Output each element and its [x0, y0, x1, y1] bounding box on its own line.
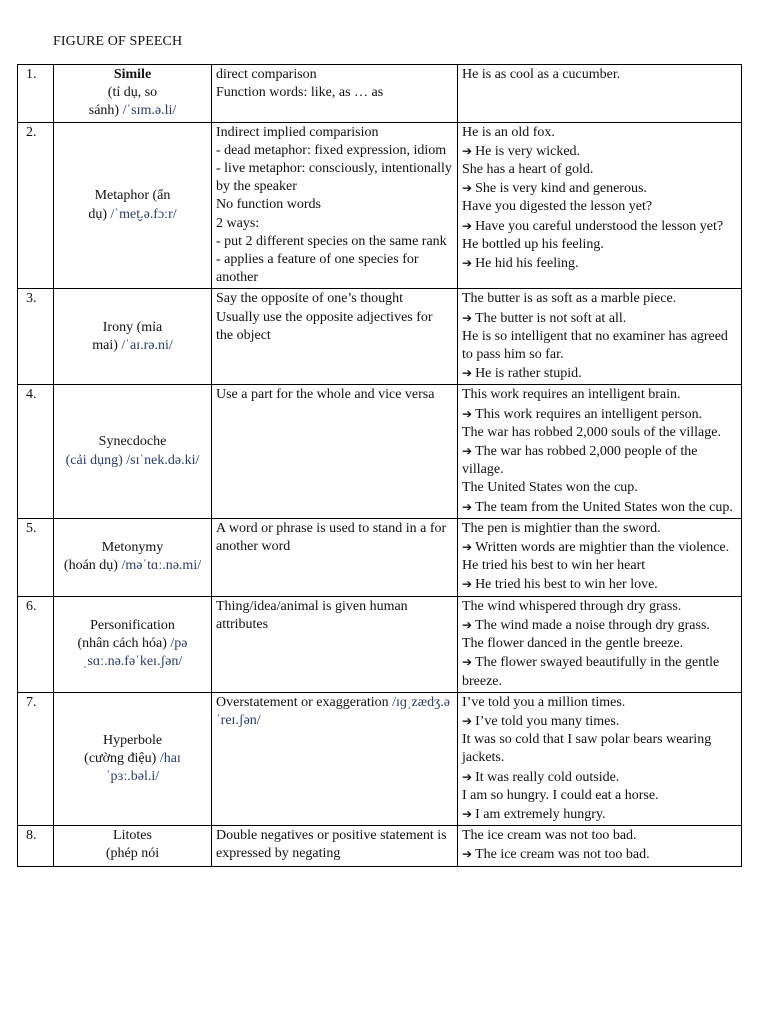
definition-line: Double negatives or positive statement is expressed by negating [216, 828, 447, 862]
example-text: The war has robbed 2,000 souls of the village. [462, 424, 721, 440]
term-line [58, 102, 207, 120]
table-row [18, 65, 742, 123]
definition-line: - dead metaphor: fixed expression, idiom [216, 142, 447, 158]
example-sentence [462, 198, 737, 216]
example-cell [458, 518, 742, 596]
example-text: He is so intelligent that no examiner has agreed to pass him so far. [462, 328, 728, 363]
example-sentence [462, 694, 737, 712]
row-number: 3. [18, 289, 54, 385]
term-text: (tỉ dụ, so [107, 85, 158, 101]
definition-line: - applies a feature of one species for another [216, 252, 419, 286]
definition-cell [212, 518, 458, 596]
example-text: I’ve told you many times. [475, 713, 620, 729]
term-ipa: /pəˌsɑː.nə.fəˈkeɪ.ʃən/ [82, 636, 188, 670]
definition-line: Say the opposite of one’s thought [216, 291, 404, 307]
definition-cell [212, 826, 458, 866]
term-text: sánh) [88, 103, 123, 119]
term-text: (cường điệu) [84, 750, 160, 766]
term-cell [54, 826, 212, 866]
example-text: The pen is mightier than the sword. [462, 520, 661, 536]
definition-line: Indirect implied comparision [216, 124, 379, 140]
example-result [462, 805, 737, 824]
figure-of-speech-table [17, 64, 742, 867]
example-sentence [462, 424, 737, 442]
right-arrow-icon: ➔ [462, 444, 473, 459]
term-text: Synecdoche [98, 434, 167, 450]
example-result [462, 538, 737, 557]
example-cell [458, 122, 742, 289]
term-cell [54, 692, 212, 825]
definition-line: 2 ways: [216, 215, 260, 231]
row-number: 1. [18, 65, 54, 123]
term-text: mai) [92, 337, 122, 353]
example-sentence [462, 328, 737, 364]
example-text: The team from the United States won the cup. [475, 499, 733, 515]
row-number: 5. [18, 518, 54, 596]
example-text: The war has robbed 2,000 people of the village. [462, 444, 698, 478]
example-text: The butter is not soft at all. [475, 310, 627, 326]
definition-line: - live metaphor: consciously, intentionally by the speaker [216, 161, 452, 195]
example-result [462, 179, 737, 198]
definition-line: Usually use the opposite adjectives for the object [216, 309, 433, 343]
example-result [462, 768, 737, 787]
term-ipa: /ˈsɪm.ə.li/ [122, 103, 177, 119]
right-arrow-icon: ➔ [462, 713, 473, 728]
example-text: Have you careful understood the lesson yet? [475, 218, 724, 234]
example-text: He is very wicked. [475, 143, 581, 159]
definition-line: No function words [216, 197, 321, 213]
definition-ipa: /ɪɡˌzædʒ.əˈreɪ.ʃən/ [216, 694, 451, 728]
example-text: Have you digested the lesson yet? [462, 199, 653, 215]
row-number: 8. [18, 826, 54, 866]
example-text: This work requires an intelligent brain. [462, 387, 681, 403]
example-cell [458, 596, 742, 692]
example-text: I’ve told you a million times. [462, 694, 626, 710]
right-arrow-icon: ➔ [462, 806, 473, 821]
term-ipa: /məˈtɑː.nə.mi/ [121, 558, 202, 574]
term-ipa: /ˈaɪ.rə.ni/ [121, 337, 173, 353]
right-arrow-icon: ➔ [462, 655, 473, 670]
term-cell [54, 122, 212, 289]
term-ipa: /haɪˈpɜː.bəl.i/ [105, 750, 181, 785]
example-result [462, 498, 737, 517]
term-text: Personification [90, 617, 175, 633]
example-sentence [462, 520, 737, 538]
table-row [18, 289, 742, 385]
term-text: (phép nói [105, 846, 160, 862]
example-result [462, 217, 737, 236]
example-cell [458, 826, 742, 866]
example-text: He tried his best to win her love. [475, 577, 658, 593]
term-cell [54, 385, 212, 518]
term-text: (hoán dụ) [63, 558, 122, 574]
example-result [462, 309, 737, 328]
table-body [18, 65, 742, 867]
example-sentence [462, 236, 737, 254]
table-row [18, 826, 742, 866]
right-arrow-icon: ➔ [462, 540, 473, 555]
row-number: 7. [18, 692, 54, 825]
example-result [462, 575, 737, 594]
example-cell [458, 385, 742, 518]
example-result [462, 653, 737, 690]
example-text: He tried his best to win her heart [462, 558, 646, 574]
example-result [462, 845, 737, 864]
example-text: The flower danced in the gentle breeze. [462, 636, 684, 652]
definition-cell [212, 385, 458, 518]
right-arrow-icon: ➔ [462, 617, 473, 632]
definition-cell [212, 596, 458, 692]
right-arrow-icon: ➔ [462, 366, 473, 381]
term-ipa: /ˈmet̬.ə.fɔːr/ [110, 206, 177, 222]
right-arrow-icon: ➔ [462, 256, 473, 271]
definition-line: - put 2 different species on the same rank [216, 233, 447, 249]
example-text: I am extremely hungry. [475, 806, 606, 822]
example-result [462, 364, 737, 383]
example-sentence [462, 161, 737, 179]
term-cell [54, 65, 212, 123]
example-text: It was so cold that I saw polar bears wearing jackets. [462, 732, 712, 766]
example-text: The wind whispered through dry grass. [462, 598, 682, 614]
example-result [462, 405, 737, 424]
example-sentence [462, 290, 737, 308]
example-cell [458, 692, 742, 825]
table-row [18, 596, 742, 692]
term-name: Simile [113, 67, 152, 82]
example-text: She is very kind and generous. [475, 181, 647, 197]
example-sentence [462, 557, 737, 575]
definition-cell [212, 289, 458, 385]
right-arrow-icon: ➔ [462, 499, 473, 514]
example-result [462, 254, 737, 273]
example-sentence [462, 731, 737, 767]
example-cell [458, 65, 742, 123]
example-text: The butter is as soft as a marble piece. [462, 291, 677, 307]
example-text: He bottled up his feeling. [462, 236, 604, 252]
example-text: Written words are mightier than the violence. [475, 540, 730, 556]
example-text: This work requires an intelligent person. [475, 406, 703, 422]
row-number: 4. [18, 385, 54, 518]
example-text: I am so hungry. I could eat a horse. [462, 787, 659, 803]
right-arrow-icon: ➔ [462, 769, 473, 784]
term-cell [54, 289, 212, 385]
term-text: Metonymy [101, 540, 164, 556]
term-line [58, 750, 207, 786]
term-text: Irony (mỉa [102, 319, 163, 335]
page-title: FIGURE OF SPEECH [53, 34, 183, 49]
table-row [18, 122, 742, 289]
example-sentence [462, 479, 737, 497]
example-result [462, 142, 737, 161]
example-text: She has a heart of gold. [462, 162, 594, 178]
example-text: The ice cream was not too bad. [462, 828, 637, 844]
definition-cell [212, 122, 458, 289]
term-cell [54, 596, 212, 692]
row-number: 2. [18, 122, 54, 289]
right-arrow-icon: ➔ [462, 406, 473, 421]
term-line [58, 635, 207, 671]
example-text: The wind made a noise through dry grass. [475, 617, 710, 633]
example-text: The ice cream was not too bad. [475, 847, 650, 863]
right-arrow-icon: ➔ [462, 577, 473, 592]
right-arrow-icon: ➔ [462, 310, 473, 325]
term-text: Metaphor (ẩn [94, 188, 171, 204]
term-text: dụ) [88, 206, 111, 222]
term-ipa: (cải dụng) /sɪˈnek.də.ki/ [65, 452, 200, 468]
example-text: He is an old fox. [462, 124, 555, 140]
example-text: He is as cool as a cucumber. [462, 67, 621, 82]
definition-line [216, 694, 453, 730]
example-sentence [462, 386, 737, 404]
term-text: (nhân cách hóa) [77, 636, 171, 652]
example-sentence [462, 598, 737, 616]
example-result [462, 616, 737, 635]
right-arrow-icon: ➔ [462, 847, 473, 862]
definition-cell [212, 692, 458, 825]
right-arrow-icon: ➔ [462, 143, 473, 158]
table-row [18, 518, 742, 596]
example-text: The United States won the cup. [462, 480, 638, 496]
example-sentence [462, 787, 737, 805]
term-cell [54, 518, 212, 596]
row-number: 6. [18, 596, 54, 692]
term-text: Litotes [113, 828, 152, 844]
right-arrow-icon: ➔ [462, 218, 473, 233]
example-cell [458, 289, 742, 385]
example-text: He is rather stupid. [475, 366, 582, 382]
definition-cell [212, 65, 458, 123]
example-sentence [462, 124, 737, 142]
example-result [462, 442, 737, 479]
example-text: He hid his feeling. [475, 256, 579, 272]
table-row [18, 692, 742, 825]
example-sentence [462, 827, 737, 845]
example-text: It was really cold outside. [475, 769, 620, 785]
definition-text: Overstatement or exaggeration [216, 694, 393, 710]
term-text: Hyperbole [102, 732, 163, 748]
definition-line: Use a part for the whole and vice versa [216, 387, 435, 403]
definition-line: direct comparison [216, 67, 317, 82]
example-sentence [462, 66, 737, 84]
definition-line: Thing/idea/animal is given human attributes [216, 598, 408, 632]
page-bottom-margin [0, 1000, 768, 1024]
definition-line: A word or phrase is used to stand in a for another word [216, 520, 447, 555]
right-arrow-icon: ➔ [462, 181, 473, 196]
definition-line: Function words: like, as … as [216, 85, 384, 101]
example-result [462, 712, 737, 731]
term-line [58, 337, 207, 355]
term-line [58, 557, 207, 575]
example-sentence [462, 635, 737, 653]
term-line [58, 206, 207, 224]
example-text: The flower swayed beautifully in the gentle breeze. [462, 655, 720, 689]
table-row [18, 385, 742, 518]
